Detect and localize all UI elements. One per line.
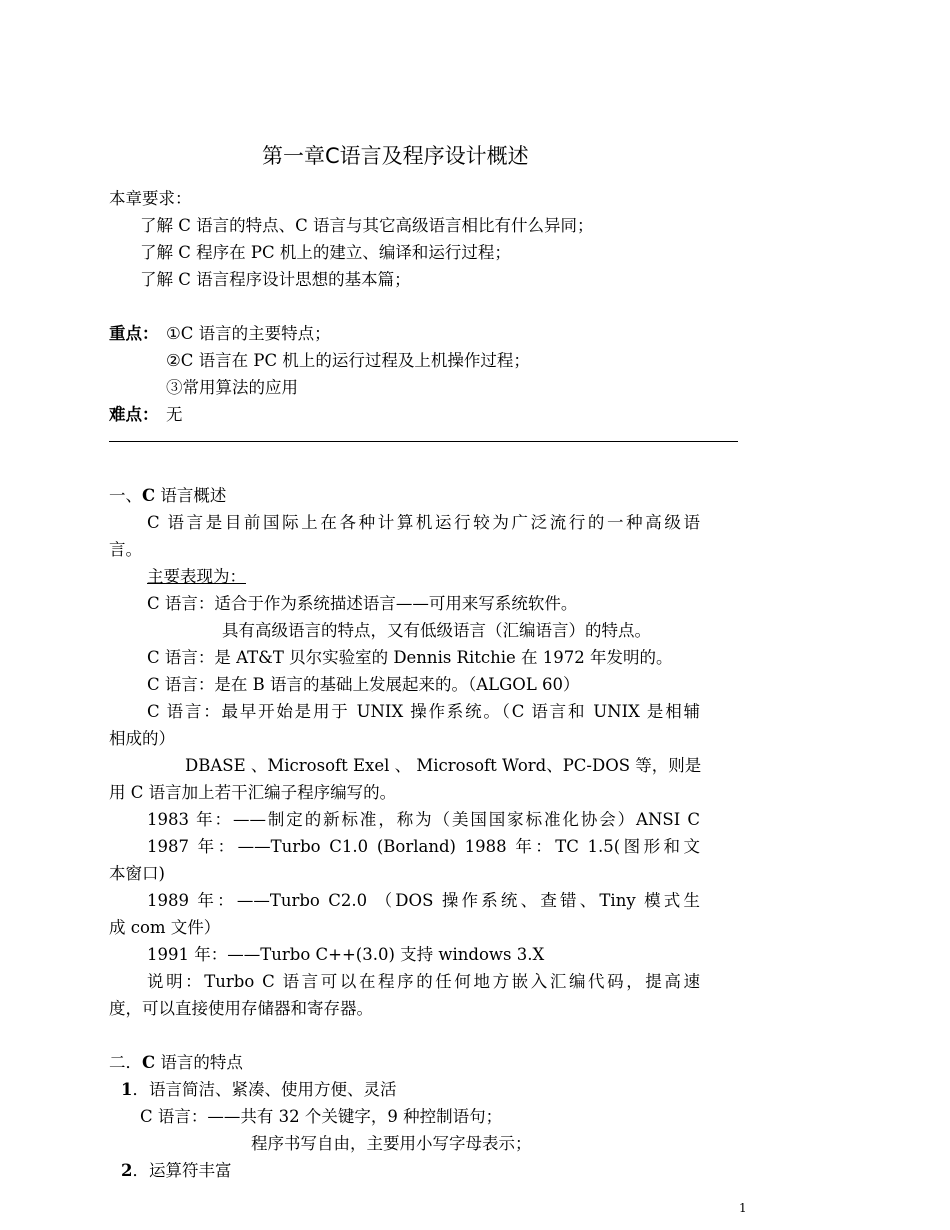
paragraph-line: 1989 年：——Turbo C2.0 （DOS 操作系统、查错、Tiny 模式生: [147, 891, 700, 910]
paragraph-line: 本窗口): [109, 864, 165, 883]
paragraph-line: C 语言：——共有 32 个关键字，9 种控制语句；: [140, 1107, 503, 1126]
feature-text: ．语言简洁、紧凑、使用方便、灵活: [132, 1080, 397, 1099]
paragraph-line: 相成的）: [109, 729, 175, 748]
focus-item: ①C 语言的主要特点；: [166, 324, 331, 343]
focus-item: ③常用算法的应用: [166, 378, 298, 397]
requirements-heading: 本章要求：: [109, 189, 192, 208]
paragraph-line: C 语言：是 AT&T 贝尔实验室的 Dennis Ritchie 在 1972 年发明的。: [147, 648, 673, 667]
feature-number: 1: [121, 1080, 133, 1099]
focus-item: ②C 语言在 PC 机上的运行过程及上机操作过程；: [166, 351, 530, 370]
requirement-item: 了解 C 程序在 PC 机上的建立、编译和运行过程；: [140, 243, 511, 262]
feature-point: [121, 1161, 231, 1181]
paragraph-line: 言。: [109, 540, 142, 559]
section2-heading-c: C: [142, 1053, 156, 1072]
paragraph-line: 程序书写自由，主要用小写字母表示；: [251, 1134, 532, 1153]
requirement-item: 了解 C 语言的特点、C 语言与其它高级语言相比有什么异同；: [140, 216, 594, 235]
chapter-title: 第一章C语言及程序设计概述: [262, 144, 529, 168]
paragraph-line: 1983 年：——制定的新标准，称为（美国国家标准化协会）ANSI C: [147, 810, 700, 829]
focus-label: 重点：: [109, 324, 159, 343]
section2-heading-rest: 语言的特点: [155, 1053, 243, 1072]
paragraph-line: C 语言：适合于作为系统描述语言——可用来写系统软件。: [147, 594, 578, 613]
section1-heading-c: C: [142, 486, 156, 505]
paragraph-line: C 语言是目前国际上在各种计算机运行较为广泛流行的一种高级语: [147, 513, 700, 532]
feature-text: ．运算符丰富: [132, 1161, 232, 1180]
section1-heading-prefix: 一、: [109, 486, 142, 505]
paragraph-line: 1987 年：——Turbo C1.0 (Borland) 1988 年：TC 1.5(图形和文: [147, 837, 700, 856]
paragraph-line: C 语言：最早开始是用于 UNIX 操作系统。（C 语言和 UNIX 是相辅: [147, 702, 700, 721]
paragraph-line: 说明：Turbo C 语言可以在程序的任何地方嵌入汇编代码，提高速: [147, 972, 700, 991]
paragraph-line: 度，可以直接使用存储器和寄存器。: [109, 999, 373, 1018]
requirement-item: 了解 C 语言程序设计思想的基本篇；: [140, 270, 411, 289]
subheading-main-features: 主要表现为：: [147, 567, 246, 586]
page-number: 1: [739, 1201, 747, 1215]
difficulty-label: 难点：: [109, 405, 159, 424]
paragraph-line: 成 com 文件）: [109, 918, 221, 937]
feature-point: [121, 1080, 396, 1100]
paragraph-line: C 语言：是在 B 语言的基础上发展起来的。（ALGOL 60）: [147, 675, 580, 694]
paragraph-line: 用 C 语言加上若干汇编子程序编写的。: [109, 783, 397, 802]
section2-heading-prefix: 二．: [109, 1053, 142, 1072]
divider: [109, 441, 738, 442]
section1-heading-rest: 语言概述: [155, 486, 227, 505]
paragraph-line: 具有高级语言的特点，又有低级语言（汇编语言）的特点。: [222, 621, 651, 640]
section1-heading: [109, 486, 226, 506]
feature-number: 2: [121, 1161, 133, 1180]
section2-heading: [109, 1053, 243, 1073]
difficulty-value: 无: [166, 405, 183, 424]
paragraph-line: DBASE 、Microsoft Exel 、 Microsoft Word、PC-DOS 等，则是: [185, 756, 702, 775]
paragraph-line: 1991 年：——Turbo C++(3.0) 支持 windows 3.X: [147, 945, 545, 964]
